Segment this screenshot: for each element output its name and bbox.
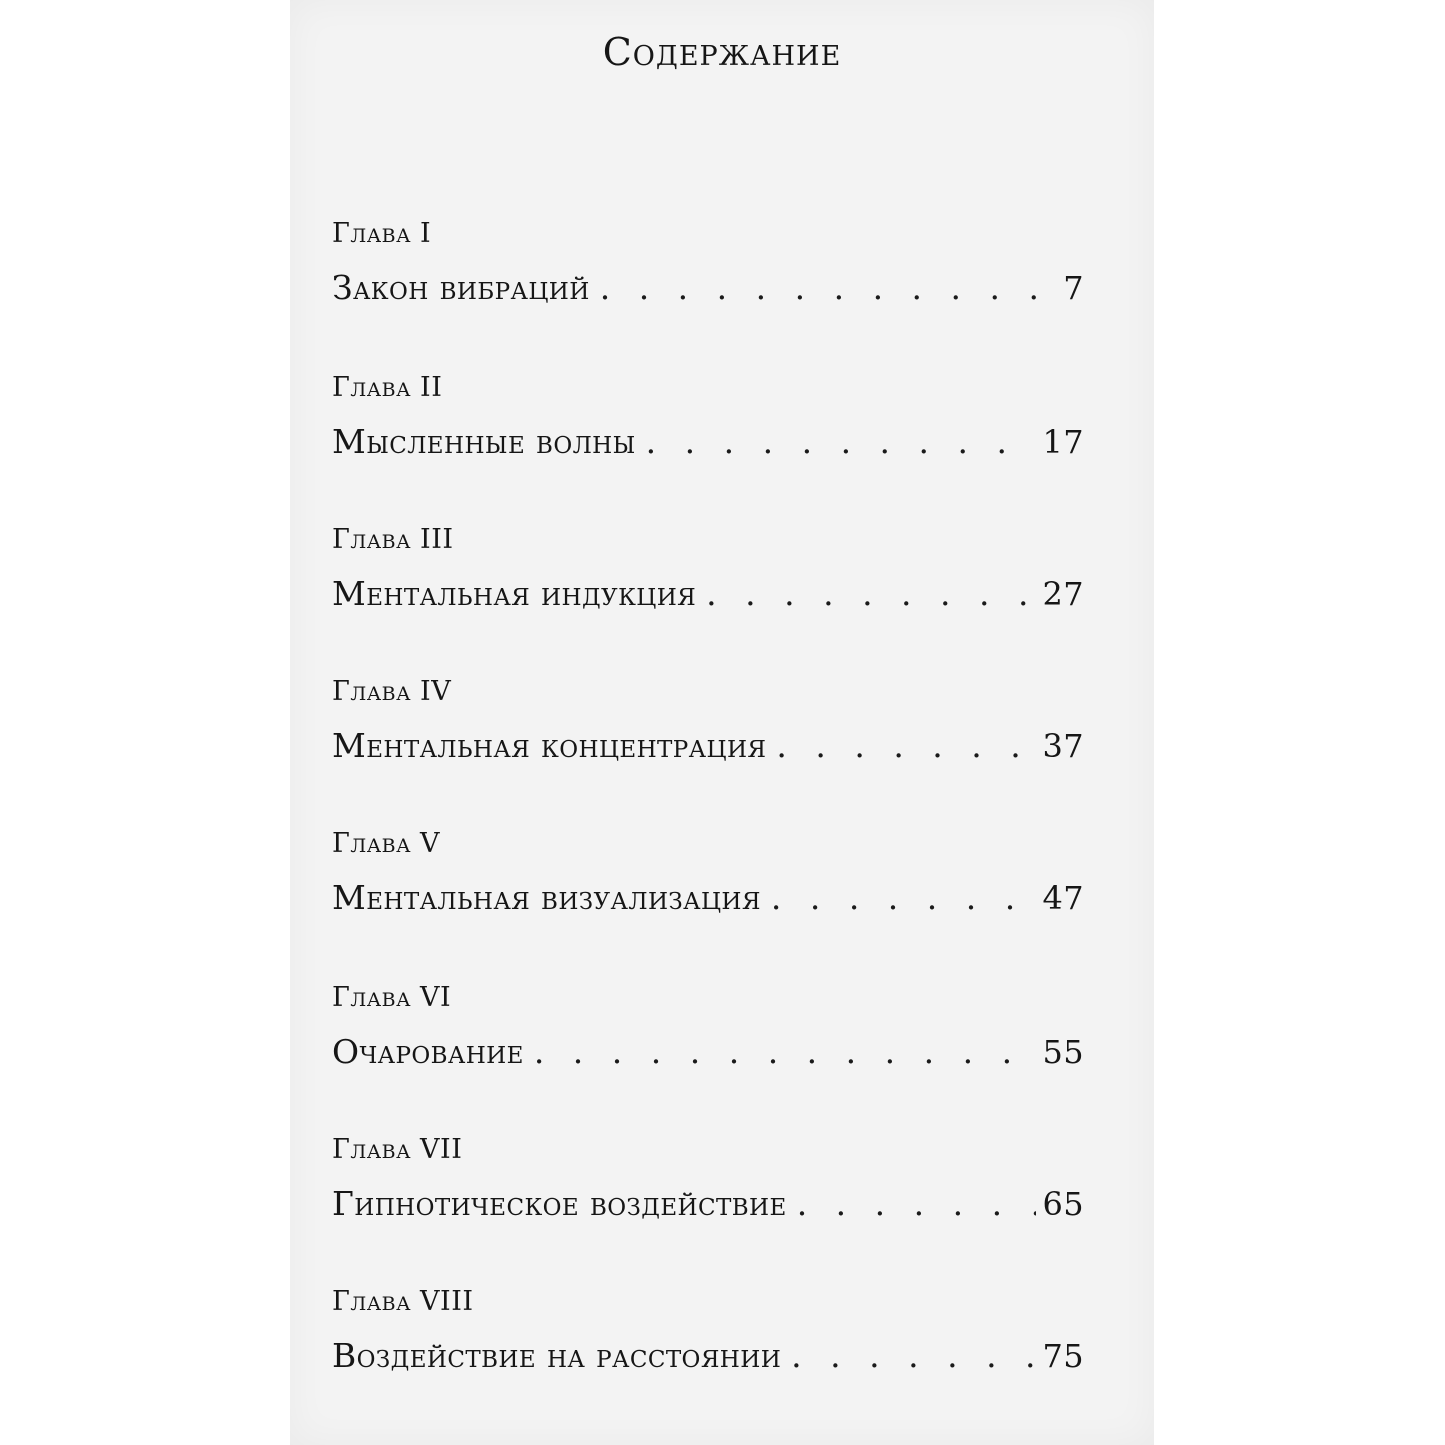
- toc-entry[interactable]: [332, 878, 1084, 917]
- page-number: 27: [1042, 575, 1084, 613]
- dot-leader: [534, 1032, 1037, 1071]
- page-number: 47: [1042, 879, 1084, 917]
- chapter-label: Глава I: [332, 218, 432, 249]
- toc-entry[interactable]: [332, 1336, 1084, 1375]
- entry-title: Закон вибраций: [332, 268, 590, 307]
- chapter-label: Глава VII: [332, 1134, 463, 1165]
- dot-leader: [776, 726, 1036, 765]
- entry-title: Воздействие на расстоянии: [332, 1336, 782, 1375]
- entry-title: Гипнотическое воздействие: [332, 1184, 787, 1223]
- page-number: 75: [1042, 1337, 1084, 1375]
- chapter-label: Глава IV: [332, 676, 452, 707]
- toc-entry[interactable]: [332, 726, 1084, 765]
- page-number: 17: [1042, 423, 1084, 461]
- toc-entry[interactable]: [332, 574, 1084, 613]
- chapter-label: Глава VIII: [332, 1286, 474, 1317]
- toc-entry[interactable]: [332, 422, 1084, 461]
- entry-title: Ментальная индукция: [332, 574, 697, 613]
- page-number: 55: [1042, 1033, 1084, 1071]
- dot-leader: [771, 878, 1037, 917]
- toc-title: Содержание: [602, 30, 842, 74]
- entry-title: Ментальная концентрация: [332, 726, 767, 765]
- dot-leader: [646, 422, 1037, 461]
- page-number: 37: [1042, 727, 1084, 765]
- toc-entry[interactable]: [332, 1032, 1084, 1071]
- chapter-label: Глава III: [332, 524, 454, 555]
- chapter-label: Глава II: [332, 372, 443, 403]
- dot-leader: [791, 1336, 1036, 1375]
- chapter-label: Глава V: [332, 828, 441, 859]
- toc-entry[interactable]: [332, 268, 1084, 307]
- page-number: 65: [1042, 1185, 1084, 1223]
- dot-leader: [706, 574, 1036, 613]
- book-page: [290, 0, 1154, 1445]
- toc-entry[interactable]: [332, 1184, 1084, 1223]
- dot-leader: [600, 268, 1058, 307]
- entry-title: Ментальная визуализация: [332, 878, 761, 917]
- entry-title: Мысленные волны: [332, 422, 636, 461]
- chapter-label: Глава VI: [332, 982, 452, 1013]
- dot-leader: [797, 1184, 1037, 1223]
- page-number: 7: [1063, 269, 1084, 307]
- entry-title: Очарование: [332, 1032, 524, 1071]
